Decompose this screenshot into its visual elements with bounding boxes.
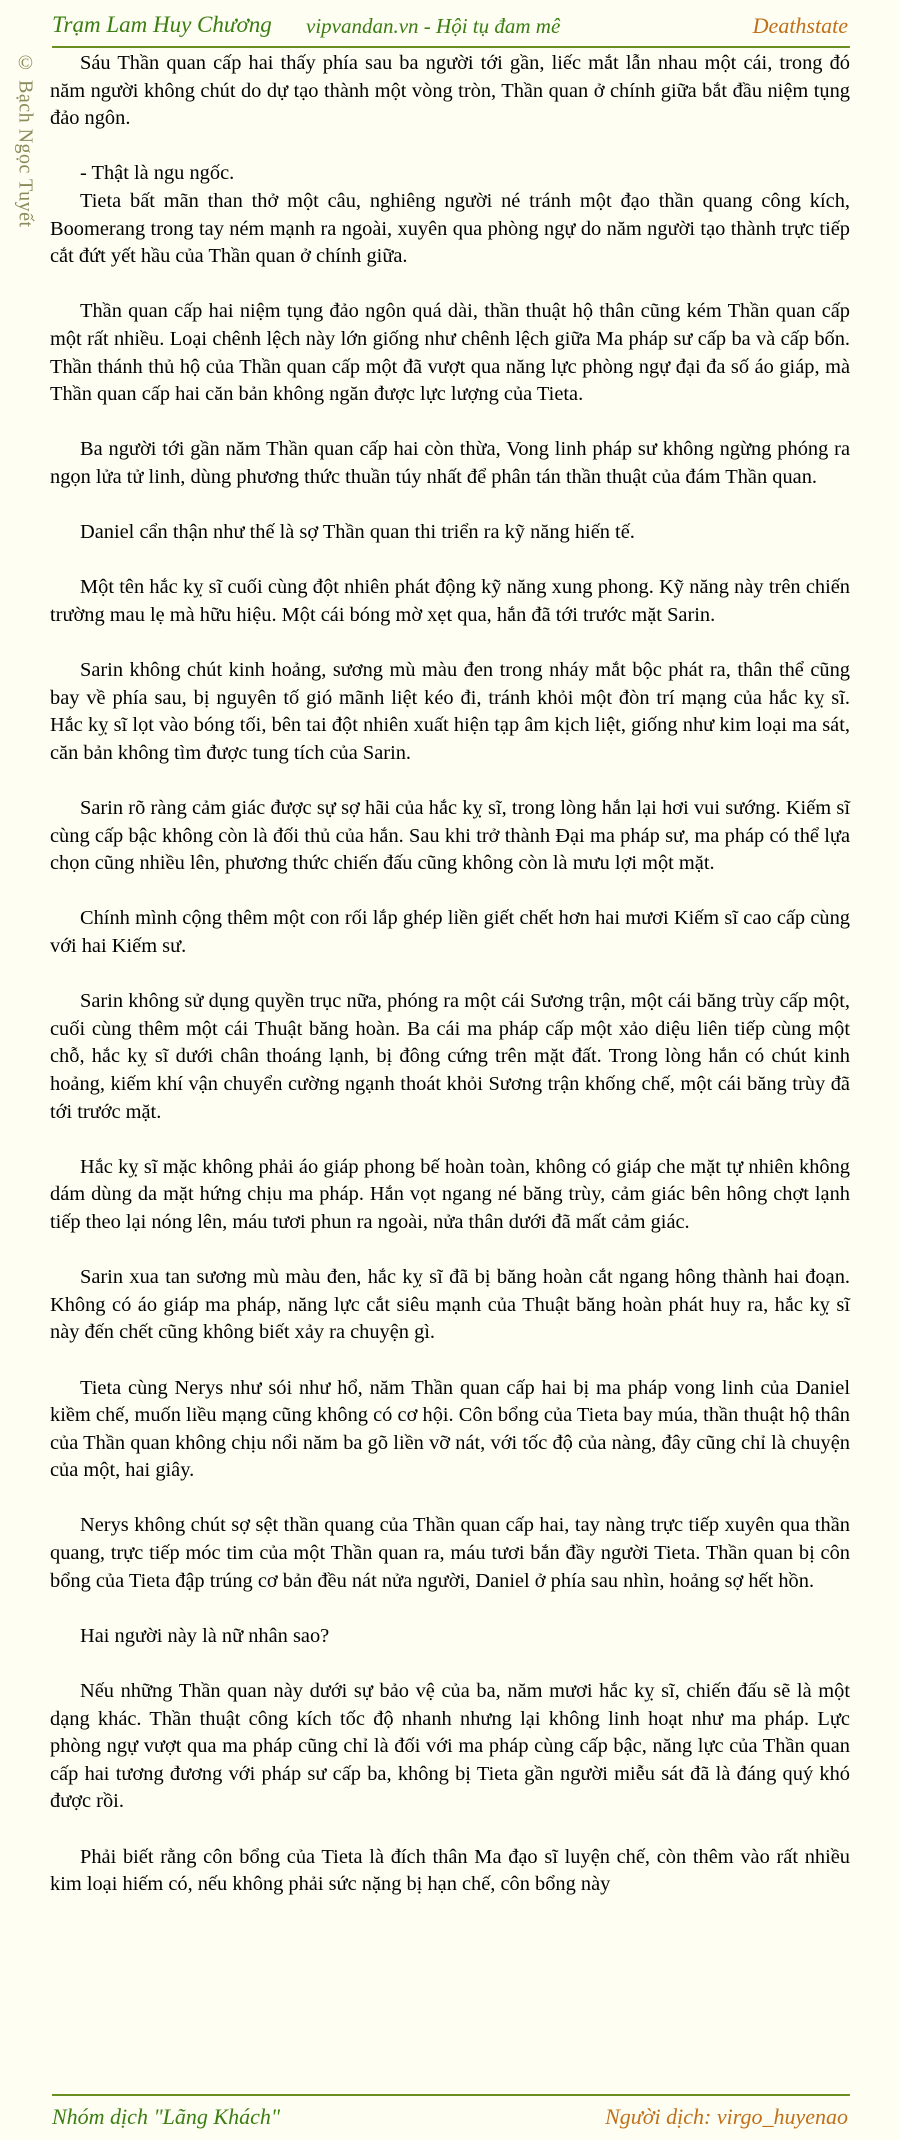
paragraph: Sarin xua tan sương mù màu đen, hắc kỵ sĩ đã bị băng hoàn cắt ngang hông thành hai đoạn. Không có áo giáp ma pháp, năng lực cắt siêu mạnh của Thuật băng hoàn phát huy ra, hắc kỵ sĩ này đến chết cũng không biết xảy ra chuyện gì. bbox=[50, 1266, 850, 1344]
chapter-text bbox=[50, 50, 850, 1926]
site-name: Trạm Lam Huy Chương bbox=[52, 12, 272, 37]
paragraph: Ba người tới gần năm Thần quan cấp hai còn thừa, Vong linh pháp sư không ngừng phóng ra ngọn lửa tử linh, dùng phương thức thuần túy nhất để phân tán thần thuật của đám Thần quan. bbox=[50, 438, 850, 488]
paragraph: Chính mình cộng thêm một con rối lắp ghép liền giết chết hơn hai mươi Kiếm sĩ cao cấp cùng với hai Kiếm sư. bbox=[50, 907, 850, 957]
site-tagline: vipvandan.vn - Hội tụ đam mê bbox=[306, 14, 561, 38]
paragraph: Hắc kỵ sĩ mặc không phải áo giáp phong bế hoàn toàn, không có giáp che mặt tự nhiên không dám dùng da mặt hứng chịu ma pháp. Hắn vọt ngang né băng trùy, cảm giác bên hông chợt lạnh tiếp theo lại nóng lên, máu tươi phun ra ngoài, nửa thân dưới đã mất cảm giác. bbox=[50, 1155, 850, 1233]
book-title: Deathstate bbox=[752, 13, 848, 38]
paragraph: Tieta bất mãn than thở một câu, nghiêng người né tránh một đạo thần quang công kích, Boomerang trong tay ném mạnh ra ngoài, xuyên qua phòng ngự do năm người tạo thành trực tiếp cắt đứt yết hầu của Thần quan ở chính giữa. bbox=[50, 189, 850, 268]
side-credit bbox=[10, 52, 40, 262]
page-footer bbox=[52, 2094, 850, 2140]
translator-credit: Người dịch: virgo_huyenao bbox=[605, 2104, 848, 2129]
paragraph: Sarin không sử dụng quyền trục nữa, phóng ra một cái Sương trận, một cái băng trùy cấp một, cuối cùng thêm một cái Thuật băng hoàn. Ba cái ma pháp cấp một xảo diệu liên tiếp cùng một chỗ, hắc kỵ sĩ dưới chân thoáng lạnh, bị đông cứng trên mặt đất. Trong lòng hắn có chút kinh hoảng, kiếm khí vận chuyển cường ngạnh thoát khỏi Sương trận khống chế, một cái băng trùy đã tới trước mặt. bbox=[50, 990, 850, 1123]
paragraph: Sarin không chút kinh hoảng, sương mù màu đen trong nháy mắt bộc phát ra, thân thể cũng bay về phía sau, bị nguyên tố gió mãnh liệt kéo đi, tránh khỏi một đòn trí mạng của hắc kỵ sĩ. Hắc kỵ sĩ lọt vào bóng tối, bên tai đột nhiên xuất hiện tạp âm kịch liệt, giống như kim loại ma sát, căn bản không tìm được tung tích của Sarin. bbox=[50, 659, 850, 764]
page-header bbox=[52, 6, 850, 48]
paragraph: Hai người này là nữ nhân sao? bbox=[80, 1624, 330, 1647]
paragraph: Nerys không chút sợ sệt thần quang của Thần quan cấp hai, tay nàng trực tiếp xuyên qua thần quang, trực tiếp móc tim của một Thần quan ra, máu tươi bắn đầy người Tieta. Thần quan bị côn bổng của Tieta đập trúng cơ bản đều nát nửa người, Daniel ở phía sau nhìn, hoảng sợ hết hồn. bbox=[50, 1514, 850, 1592]
paragraph: Thần quan cấp hai niệm tụng đảo ngôn quá dài, thần thuật hộ thân cũng kém Thần quan cấp một rất nhiều. Loại chênh lệch này lớn giống như chênh lệch giữa Ma pháp sư cấp ba và cấp bốn. Thần thánh thủ hộ của Thần quan cấp một đã vượt qua năng lực phòng ngự đại đa số áo giáp, mà Thần quan cấp hai căn bản không ngăn được lực lượng của Tieta. bbox=[50, 300, 850, 406]
paragraph: Daniel cẩn thận như thế là sợ Thần quan thi triển ra kỹ năng hiến tế. bbox=[80, 521, 635, 544]
paragraph: Nếu những Thần quan này dưới sự bảo vệ của ba, năm mươi hắc kỵ sĩ, chiến đấu sẽ là một dạng khác. Thần thuật công kích tốc độ nhanh nhưng lại không linh hoạt như ma pháp. Lực phòng ngự vượt qua ma pháp cũng chỉ là đối với ma pháp cùng cấp bậc, năng lực của Thần quan cấp hai tương đương với pháp sư cấp ba, không bị Tieta gần người miễu sát đã là đáng quý khó được rồi. bbox=[50, 1680, 850, 1813]
paragraph: Sáu Thần quan cấp hai thấy phía sau ba người tới gần, liếc mắt lẫn nhau một cái, trong đó năm người không chút do dự tạo thành một vòng tròn, Thần quan ở chính giữa bắt đầu niệm tụng đảo ngôn. bbox=[50, 52, 850, 130]
paragraph: Phải biết rằng côn bổng của Tieta là đích thân Ma đạo sĩ luyện chế, còn thêm vào rất nhiều kim loại hiếm có, nếu không phải sức nặng bị hạn chế, côn bổng này bbox=[50, 1845, 850, 1896]
dialogue-line: - Thật là ngu ngốc. bbox=[80, 162, 235, 185]
translation-group: Nhóm dịch "Lãng Khách" bbox=[52, 2104, 281, 2129]
paragraph: Tieta cùng Nerys như sói như hổ, năm Thần quan cấp hai bị ma pháp vong linh của Daniel kiềm chế, muốn liều mạng cũng không có cơ hội. Côn bổng của Tieta bay múa, thần thuật hộ thân của Thần quan không chịu nổi năm ba gõ liền vỡ nát, với tốc độ của nàng, đây cũng chỉ là chuyện của một, hai giây. bbox=[50, 1376, 850, 1482]
copyright-credit: © Bạch Ngọc Tuyết bbox=[14, 52, 37, 228]
paragraph: Sarin rõ ràng cảm giác được sự sợ hãi của hắc kỵ sĩ, trong lòng hắn lại hơi vui sướng. Kiếm sĩ cùng cấp bậc không còn là đối thủ của hắn. Sau khi trở thành Đại ma pháp sư, ma pháp có thể lựa chọn cũng nhiều lên, phương thức chiến đấu cũng không còn là mưu lợi một mặt. bbox=[50, 797, 850, 875]
paragraph: Một tên hắc kỵ sĩ cuối cùng đột nhiên phát động kỹ năng xung phong. Kỹ năng này trên chiến trường mau lẹ mà hữu hiệu. Một cái bóng mờ xẹt qua, hắn đã tới trước mặt Sarin. bbox=[50, 576, 850, 626]
